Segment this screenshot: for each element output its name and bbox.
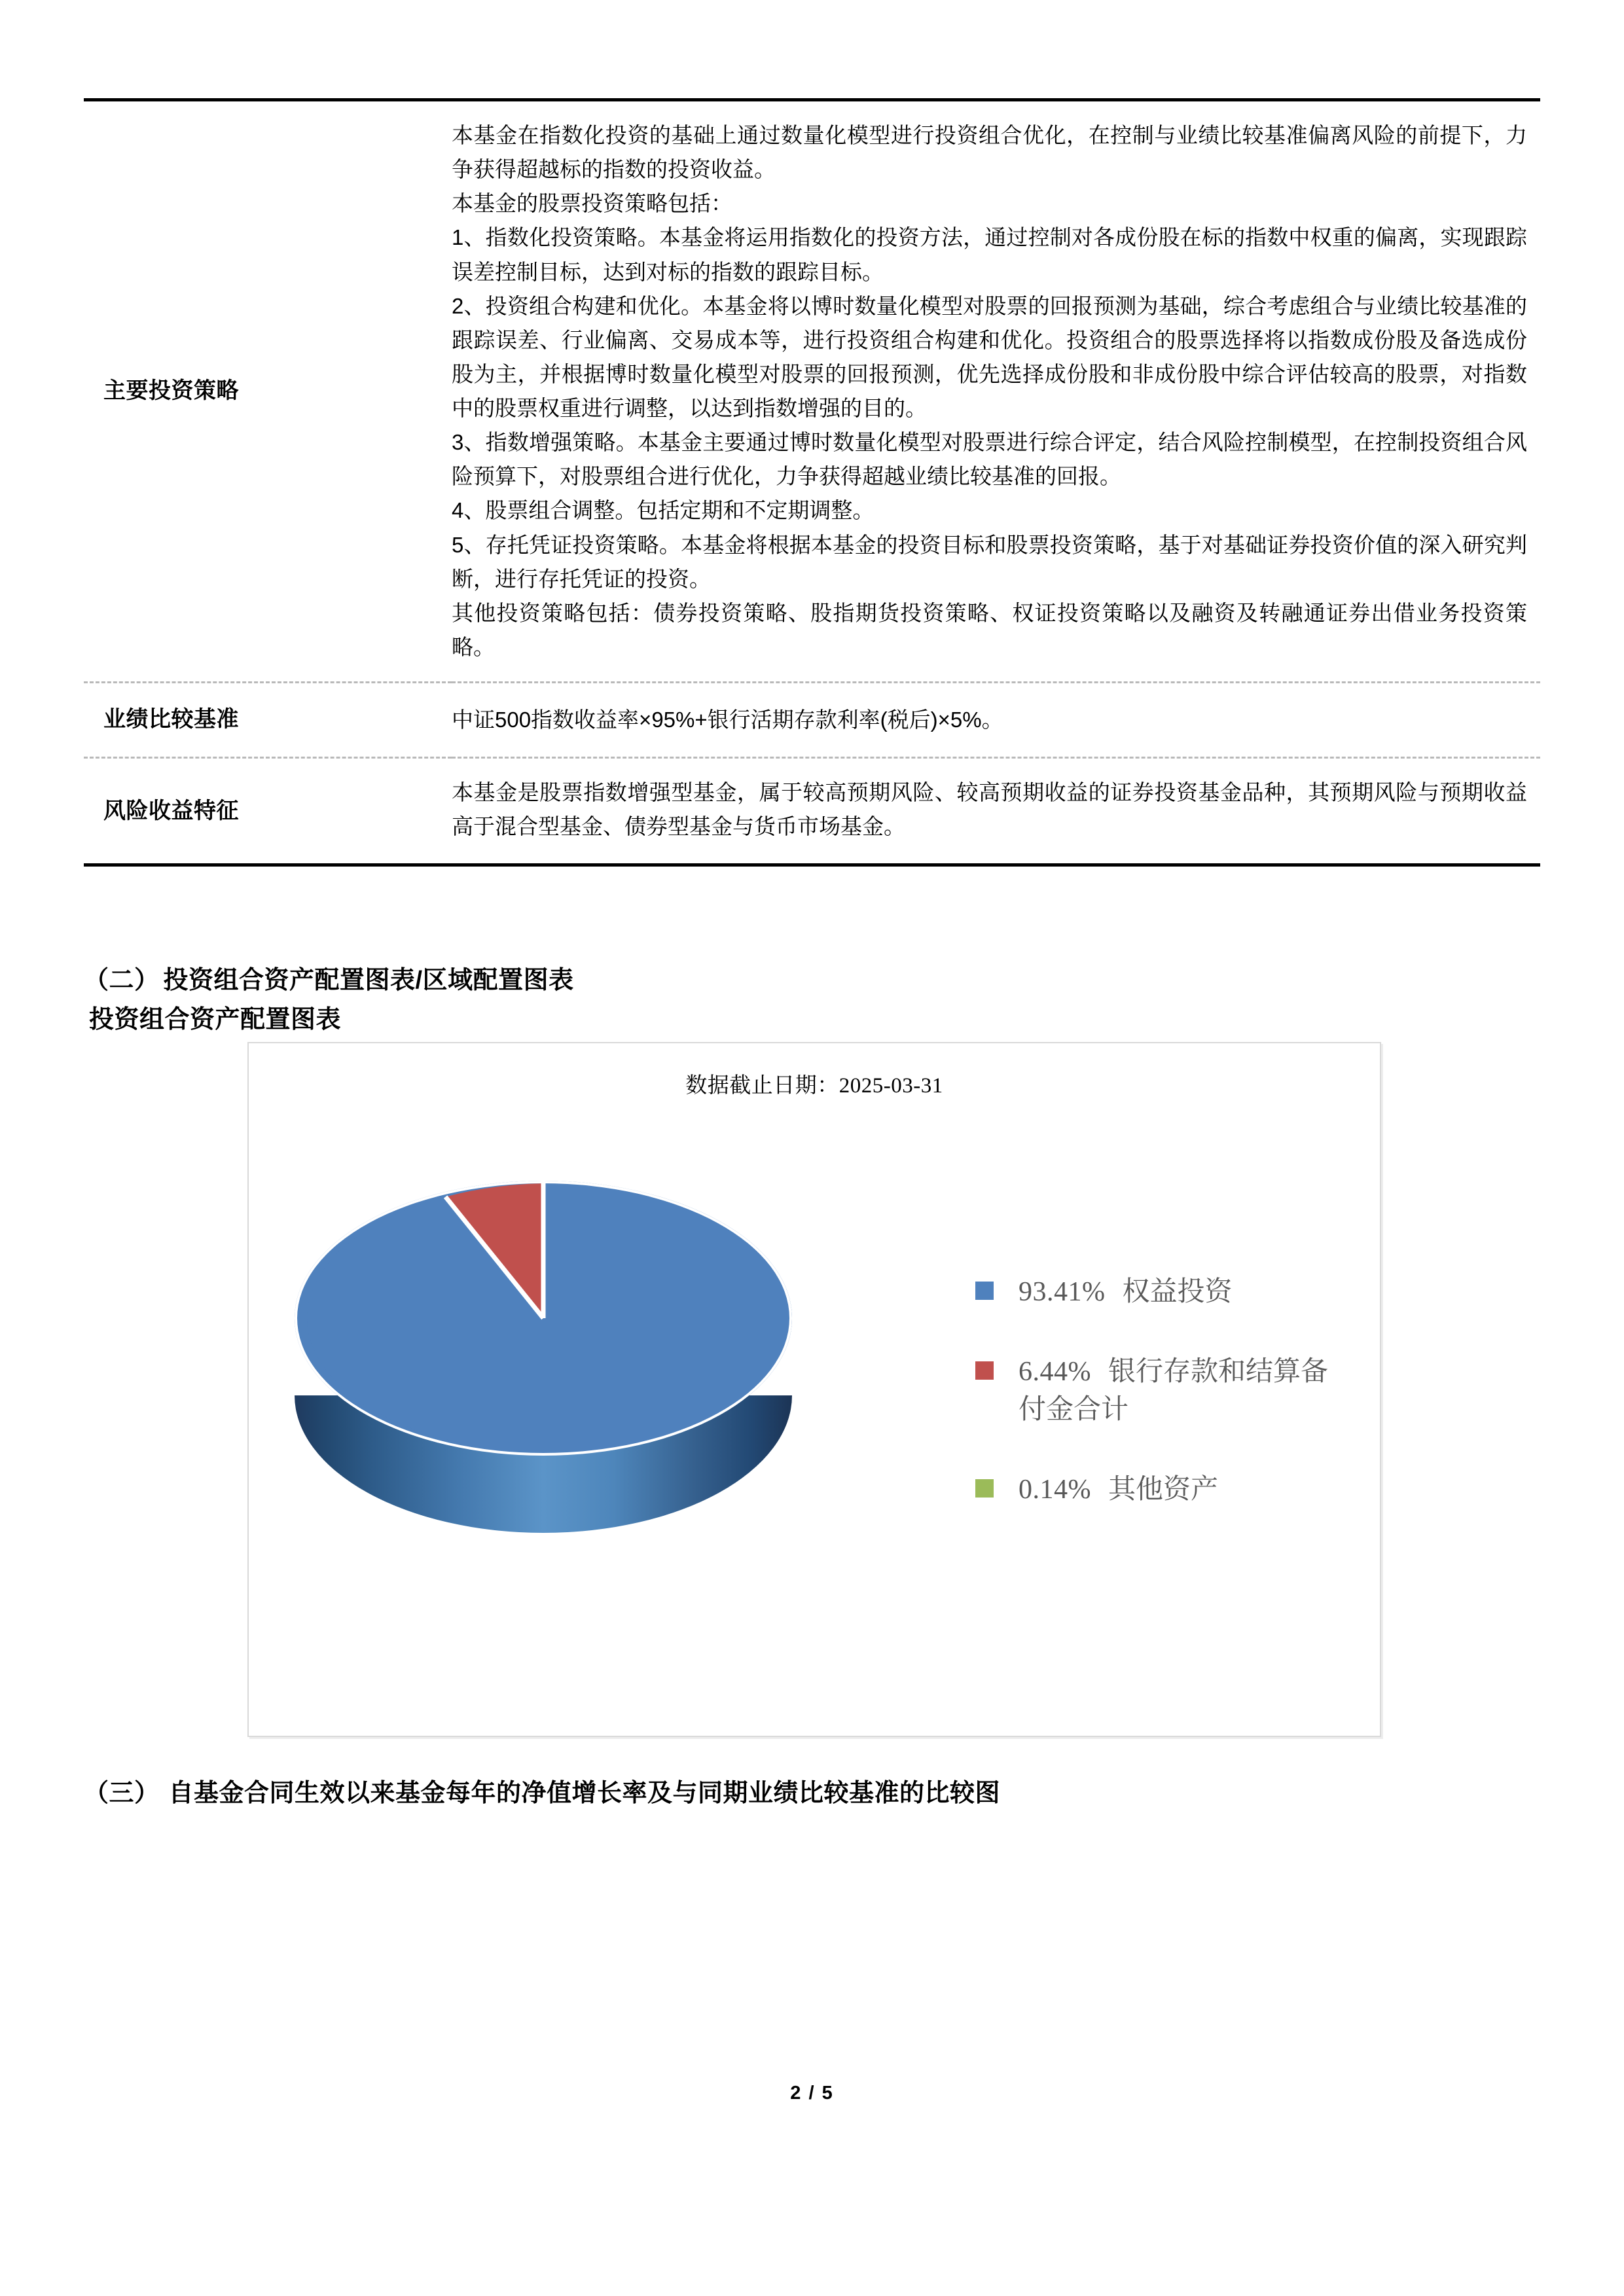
paragraph: 本基金在指数化投资的基础上通过数量化模型进行投资组合优化，在控制与业绩比较基准偏离风险的前提下，力争获得超越标的指数的投资收益。 (452, 123, 1527, 182)
paragraph: 中证500指数收益率×95%+银行活期存款利率(税后)×5%。 (452, 708, 1003, 732)
paragraph: 3、指数增强策略。本基金主要通过博时数量化模型对股票进行综合评定，结合风险控制模型，在控制投资组合风险预算下，对股票组合进行优化，力争获得超越业绩比较基准的回报。 (452, 430, 1527, 489)
pie-slice-equity (307, 1183, 792, 1453)
paragraph: 2、投资组合构建和优化。本基金将以博时数量化模型对股票的回报预测为基础，综合考虑组合与业绩比较基准的跟踪误差、行业偏离、交易成本等，进行投资组合构建和优化。投资组合的股票选择将以指数成份股及备选成份股为主，并根据博时数量化模型对股票的回报预测，优先选择成份股和非成份股中综合评估较高的股票，对指数中的股票权重进行调整，以达到指数增强的目的。 (452, 293, 1527, 420)
row-value (452, 683, 1540, 758)
legend-label (1019, 1471, 1218, 1509)
legend-label (1019, 1274, 1233, 1312)
pie-top-face (295, 1181, 792, 1456)
paragraph: 5、存托凭证投资策略。本基金将根据本基金的投资目标和股票投资策略，基于对基础证券投资价值的深入研究判断，进行存托凭证的投资。 (452, 532, 1527, 591)
legend-item (975, 1354, 1342, 1429)
chart-legend (975, 1274, 1342, 1509)
paragraph: 4、股票组合调整。包括定期和不定期调整。 (452, 498, 875, 523)
section-number: （二） (84, 967, 160, 994)
paragraph: 1、指数化投资策略。本基金将运用指数化的投资方法，通过控制对各成份股在标的指数中权重的偏离，实现跟踪误差控制目标，达到对标的指数的跟踪目标。 (452, 225, 1527, 284)
legend-percent: 6.44% (1019, 1356, 1091, 1387)
section-title: 投资组合资产配置图表/区域配置图表 (163, 967, 574, 994)
row-value (452, 758, 1540, 865)
chart-subheading: 投资组合资产配置图表 (89, 1006, 342, 1033)
legend-name: 权益投资 (1122, 1277, 1233, 1307)
legend-name: 银行存款和结算备付金合计 (1019, 1356, 1329, 1425)
row-value (452, 100, 1540, 683)
legend-percent: 0.14% (1019, 1474, 1091, 1505)
legend-item (975, 1274, 1342, 1312)
legend-percent: 93.41% (1019, 1277, 1106, 1307)
legend-label (1019, 1354, 1342, 1429)
pie-chart-3d (295, 1181, 812, 1547)
row-label: 风险收益特征 (84, 758, 452, 865)
table-row (84, 683, 1540, 758)
legend-name: 其他资产 (1108, 1474, 1219, 1505)
chart-title: 数据截止日期：2025-03-31 (685, 1074, 943, 1098)
table-row (84, 100, 1540, 683)
section-number: （三） (84, 1780, 160, 1807)
legend-item (975, 1471, 1342, 1509)
paragraph: 本基金的股票投资策略包括： (452, 191, 732, 216)
section-heading-three (84, 1772, 1000, 1808)
pie-slices (295, 1181, 792, 1456)
fund-info-table (84, 98, 1540, 867)
row-label: 主要投资策略 (103, 378, 239, 404)
row-label: 业绩比较基准 (84, 683, 452, 758)
legend-swatch-bank-deposit (975, 1361, 994, 1380)
section-title: 自基金合同生效以来基金每年的净值增长率及与同期业绩比较基准的比较图 (168, 1780, 1001, 1807)
section-heading-two (84, 960, 574, 996)
page-number: 2 / 5 (790, 2083, 834, 2104)
legend-swatch-equity (975, 1282, 994, 1300)
asset-allocation-chart (247, 1042, 1381, 1737)
paragraph: 其他投资策略包括：债券投资策略、股指期货投资策略、权证投资策略以及融资及转融通证券出借业务投资策略。 (452, 600, 1527, 659)
paragraph: 本基金是股票指数增强型基金，属于较高预期风险、较高预期收益的证券投资基金品种，其预期风险与预期收益高于混合型基金、债券型基金与货币市场基金。 (452, 780, 1527, 839)
legend-swatch-other-assets (975, 1479, 994, 1498)
table-row (84, 758, 1540, 865)
